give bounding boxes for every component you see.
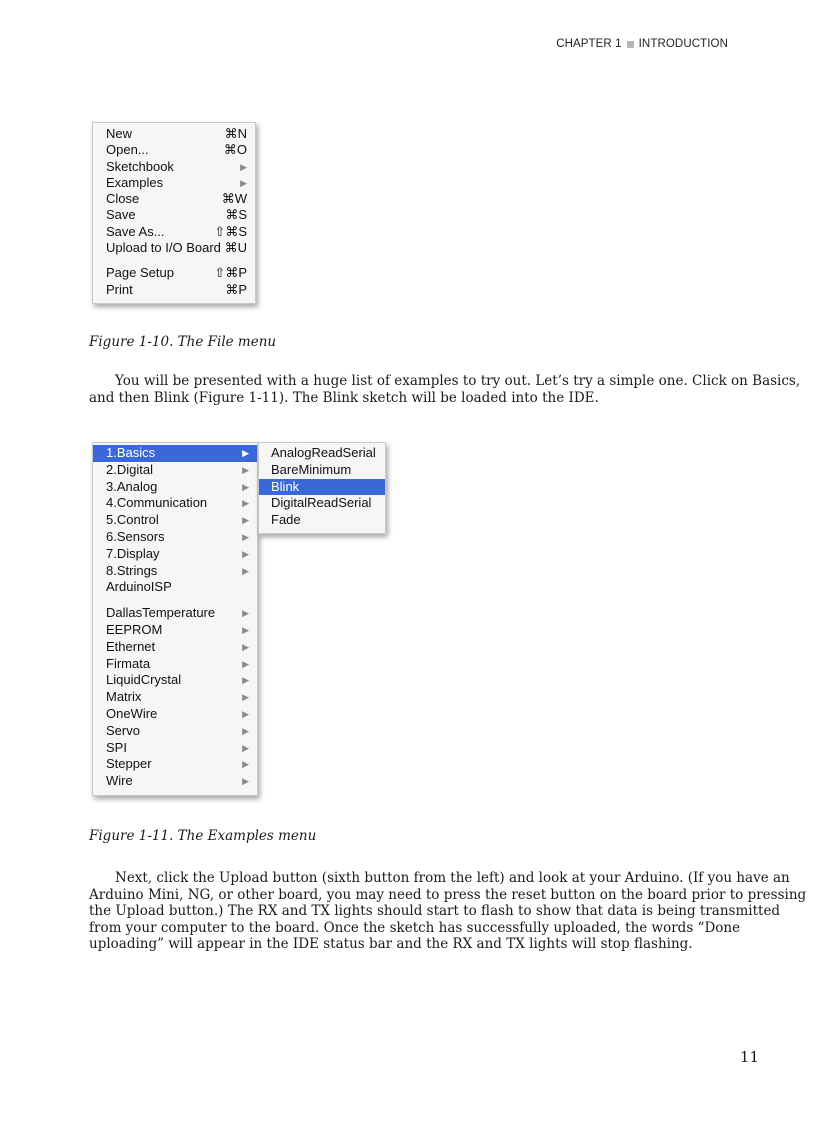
menu-item-servo[interactable]: Servo ▶ [106,722,249,738]
section-label: INTRODUCTION [638,38,728,50]
menu-item-digital[interactable]: 2.Digital ▶ [106,461,249,477]
submenu-arrow-icon: ▶ [242,608,249,619]
shortcut: ⌘U [224,240,247,256]
menu-item-blink[interactable]: Blink [259,479,385,496]
figure-caption-1-10: Figure 1-10. The File menu [89,334,277,350]
menu-item-analogreadserial[interactable]: AnalogReadSerial [271,445,376,460]
submenu-arrow-icon: ▶ [242,776,249,787]
menu-item-sensors[interactable]: 6.Sensors ▶ [106,528,249,544]
submenu-arrow-icon: ▶ [242,658,249,669]
running-header [556,38,728,50]
submenu-arrow-icon: ▶ [242,692,249,703]
examples-menu [92,442,258,796]
submenu-arrow-icon: ▶ [242,548,249,559]
menu-item-firmata[interactable]: Firmata ▶ [106,655,249,671]
paragraph-examples-intro: You will be presented with a huge list of examples to try out. Let’s try a simple one. Click on Basics, and then Blink (Figure 1-11). The Blink sketch will be loaded into the IDE. [89,373,801,406]
menu-item-upload[interactable]: Upload to I/O Board ⌘U [106,240,247,256]
menu-item-new[interactable]: New ⌘N [106,126,247,141]
menu-item-display[interactable]: 7.Display ▶ [106,545,249,561]
menu-item-save-as[interactable]: Save As... ⇧⌘S [106,223,247,239]
menu-item-print[interactable]: Print ⌘P [106,281,247,297]
menu-item-page-setup[interactable]: Page Setup ⇧⌘P [106,265,247,281]
submenu-arrow-icon: ▶ [242,448,249,458]
submenu-arrow-icon: ▶ [242,464,249,475]
submenu-arrow-icon: ▶ [242,725,249,736]
menu-item-arduinoisp[interactable]: ArduinoISP [106,579,172,595]
menu-item-spi[interactable]: SPI ▶ [106,739,249,755]
submenu-arrow-icon: ▶ [242,515,249,526]
menu-item-digitalreadserial[interactable]: DigitalReadSerial [271,495,372,511]
shortcut: ⌘S [225,207,247,223]
menu-separator [93,596,257,605]
shortcut: ⌘P [225,281,247,297]
submenu-arrow-icon: ▶ [242,675,249,686]
paragraph-upload-instructions: Next, click the Upload button (sixth button from the left) and look at your Arduino. (If you have an Arduino Mini, NG, or other board, you may need to press the reset button on the board prior to pressing the Upload button.) The RX and TX lights should start to flash to show that data is being transmitted from your computer to the board. Once the sketch has successfully uploaded, the words “Done uploading” will appear in the IDE status bar and the RX and TX lights will stop flashing. [89,870,807,953]
menu-item-communication[interactable]: 4.Communication ▶ [106,495,249,511]
submenu-arrow-icon: ▶ [242,481,249,492]
shortcut: ⌘N [224,126,247,141]
menu-item-fade[interactable]: Fade [271,512,301,528]
menu-item-examples[interactable]: Examples ▶ [106,174,247,190]
submenu-arrow-icon: ▶ [242,624,249,635]
menu-item-onewire[interactable]: OneWire ▶ [106,705,249,721]
menu-item-wire[interactable]: Wire ▶ [106,773,249,789]
submenu-arrow-icon: ▶ [242,565,249,576]
submenu-arrow-icon: ▶ [242,759,249,770]
file-menu [92,122,256,304]
submenu-arrow-icon: ▶ [242,708,249,719]
menu-item-close[interactable]: Close ⌘W [106,191,247,207]
chapter-label: CHAPTER 1 [556,38,622,50]
menu-item-stepper[interactable]: Stepper ▶ [106,756,249,772]
menu-item-analog[interactable]: 3.Analog ▶ [106,478,249,494]
shortcut: ⌘O [223,142,247,158]
figure-caption-1-11: Figure 1-11. The Examples menu [89,828,317,844]
basics-submenu [258,442,386,534]
submenu-arrow-icon: ▶ [242,498,249,509]
submenu-arrow-icon: ▶ [242,641,249,652]
menu-item-strings[interactable]: 8.Strings ▶ [106,562,249,578]
menu-item-ethernet[interactable]: Ethernet ▶ [106,638,249,654]
menu-item-basics[interactable]: 1.Basics ▶ [93,445,257,462]
page-number: 11 [739,1048,759,1066]
menu-item-control[interactable]: 5.Control ▶ [106,512,249,528]
submenu-arrow-icon: ▶ [242,531,249,542]
submenu-arrow-icon: ▶ [240,161,247,172]
menu-item-open[interactable]: Open... ⌘O [106,142,247,158]
separator-square [627,41,634,48]
submenu-arrow-icon: ▶ [242,742,249,753]
shortcut: ⇧⌘P [214,265,247,281]
menu-item-bareminimum[interactable]: BareMinimum [271,461,352,477]
shortcut: ⇧⌘S [214,223,247,239]
menu-item-dallastemperature[interactable]: DallasTemperature ▶ [106,605,249,621]
menu-item-eeprom[interactable]: EEPROM ▶ [106,621,249,637]
menu-item-sketchbook[interactable]: Sketchbook ▶ [106,158,247,174]
menu-item-liquidcrystal[interactable]: LiquidCrystal ▶ [106,672,249,688]
menu-item-save[interactable]: Save ⌘S [106,207,247,223]
shortcut: ⌘W [221,191,247,207]
menu-separator [93,256,255,265]
menu-item-matrix[interactable]: Matrix ▶ [106,689,249,705]
submenu-arrow-icon: ▶ [240,177,247,188]
